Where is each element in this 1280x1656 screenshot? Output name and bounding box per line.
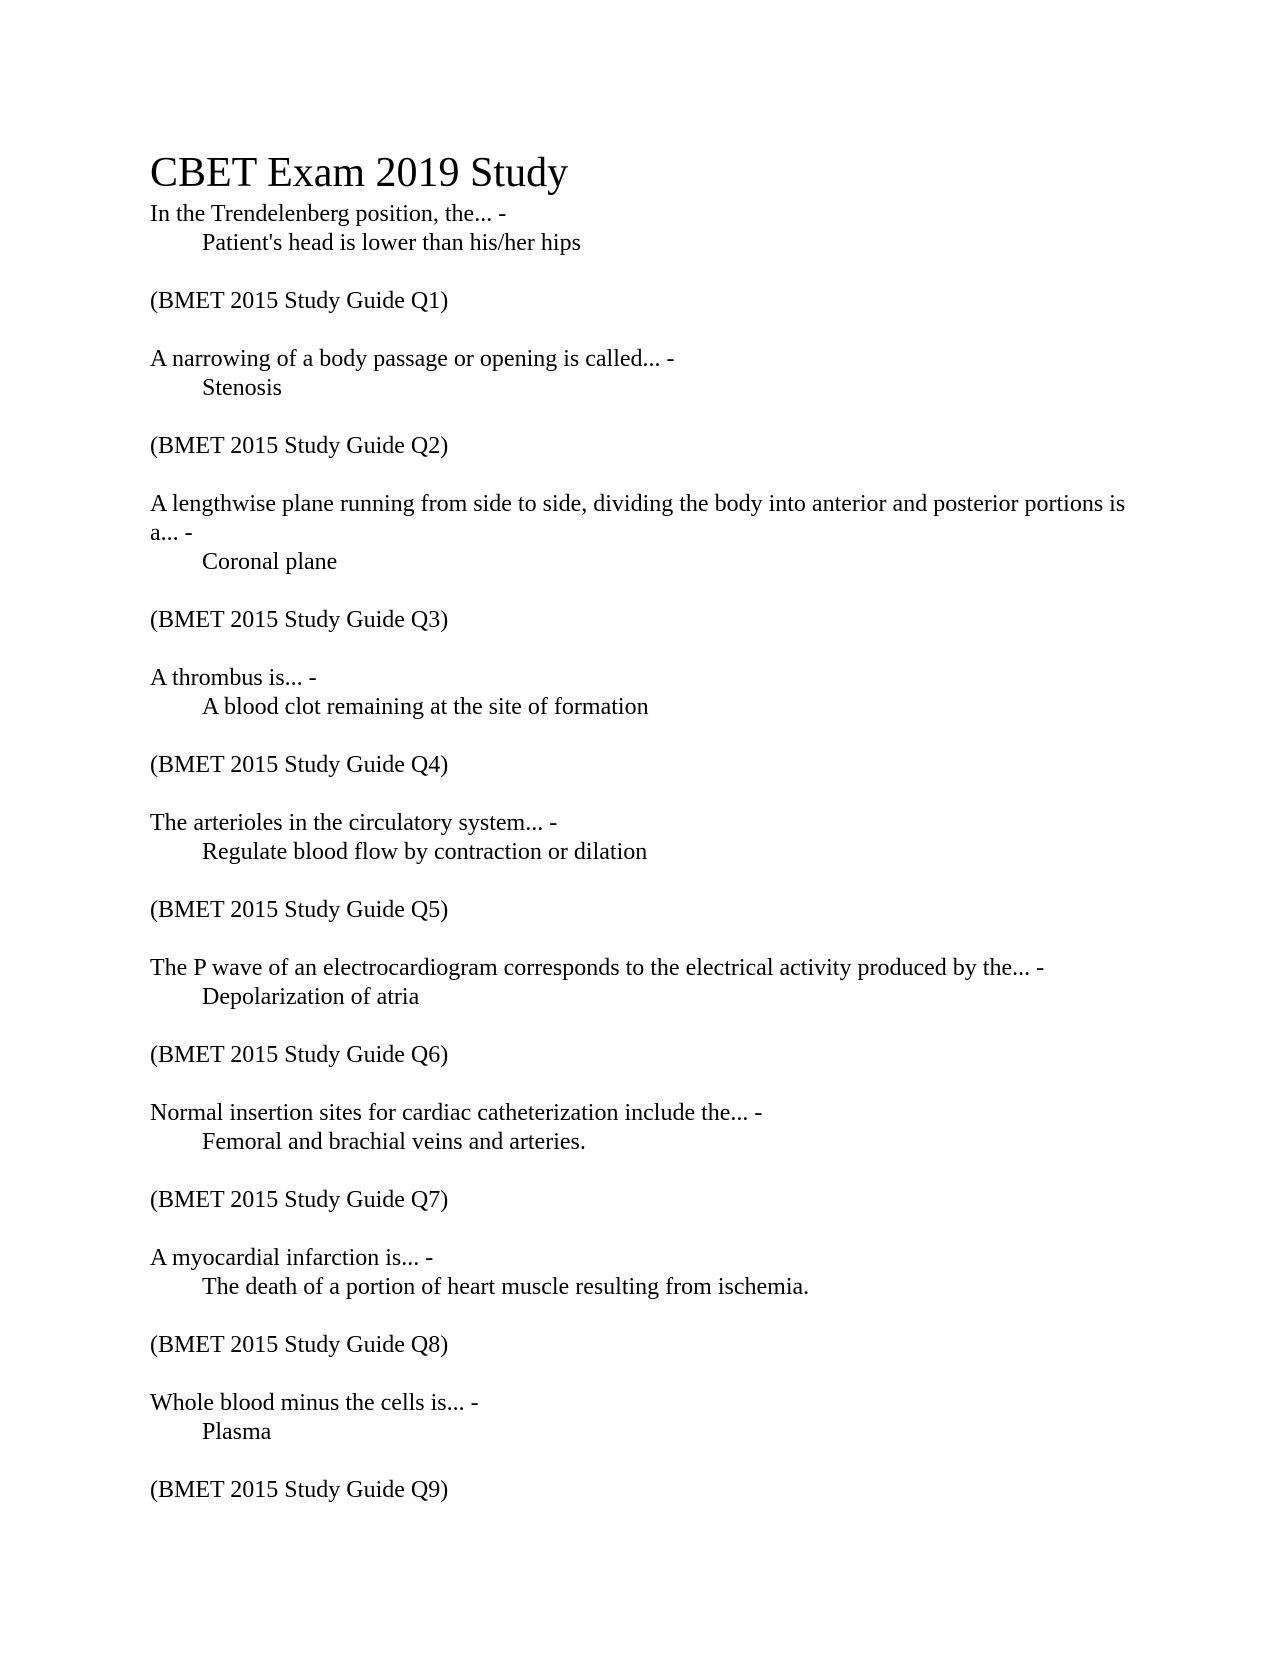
- answer-text: Femoral and brachial veins and arteries.: [202, 1129, 586, 1155]
- study-entry-6: [150, 954, 1130, 1070]
- question-text: A myocardial infarction is... -: [150, 1245, 434, 1271]
- source-reference: (BMET 2015 Study Guide Q3): [150, 607, 449, 633]
- source-reference: (BMET 2015 Study Guide Q1): [150, 288, 449, 314]
- source-reference: (BMET 2015 Study Guide Q5): [150, 897, 449, 923]
- study-entry-4: [150, 664, 1130, 780]
- study-entry-2: [150, 345, 1130, 461]
- document-page: [150, 148, 1130, 1534]
- study-entry-5: [150, 809, 1130, 925]
- source-reference: (BMET 2015 Study Guide Q4): [150, 752, 449, 778]
- source-reference: (BMET 2015 Study Guide Q6): [150, 1042, 449, 1068]
- answer-text: Depolarization of atria: [202, 984, 420, 1010]
- study-entry-3: [150, 490, 1130, 635]
- question-text: Normal insertion sites for cardiac catheterization include the... -: [150, 1100, 763, 1126]
- question-text: The arterioles in the circulatory system... -: [150, 810, 558, 836]
- source-reference: (BMET 2015 Study Guide Q9): [150, 1477, 449, 1503]
- study-entry-9: [150, 1389, 1130, 1505]
- source-reference: (BMET 2015 Study Guide Q2): [150, 433, 449, 459]
- source-reference: (BMET 2015 Study Guide Q7): [150, 1187, 449, 1213]
- source-reference: (BMET 2015 Study Guide Q8): [150, 1332, 449, 1358]
- study-entry-1: [150, 200, 1130, 316]
- answer-text: Coronal plane: [202, 549, 338, 575]
- answer-text: A blood clot remaining at the site of formation: [202, 694, 649, 720]
- document-title: CBET Exam 2019 Study: [150, 150, 569, 196]
- answer-text: Plasma: [202, 1419, 272, 1445]
- question-text: In the Trendelenberg position, the... -: [150, 201, 507, 227]
- question-text: Whole blood minus the cells is... -: [150, 1390, 479, 1416]
- study-entry-7: [150, 1099, 1130, 1215]
- answer-text: Regulate blood flow by contraction or dilation: [202, 839, 648, 865]
- question-text: A thrombus is... -: [150, 665, 317, 691]
- answer-text: Patient's head is lower than his/her hips: [202, 230, 581, 256]
- question-text: A lengthwise plane running from side to side, dividing the body into anterior and posterior portions is a... -: [150, 491, 1126, 546]
- question-text: The P wave of an electrocardiogram corresponds to the electrical activity produced by the... -: [150, 955, 1045, 981]
- answer-text: Stenosis: [202, 375, 283, 401]
- answer-text: The death of a portion of heart muscle resulting from ischemia.: [202, 1274, 810, 1300]
- study-entry-8: [150, 1244, 1130, 1360]
- question-text: A narrowing of a body passage or opening is called... -: [150, 346, 675, 372]
